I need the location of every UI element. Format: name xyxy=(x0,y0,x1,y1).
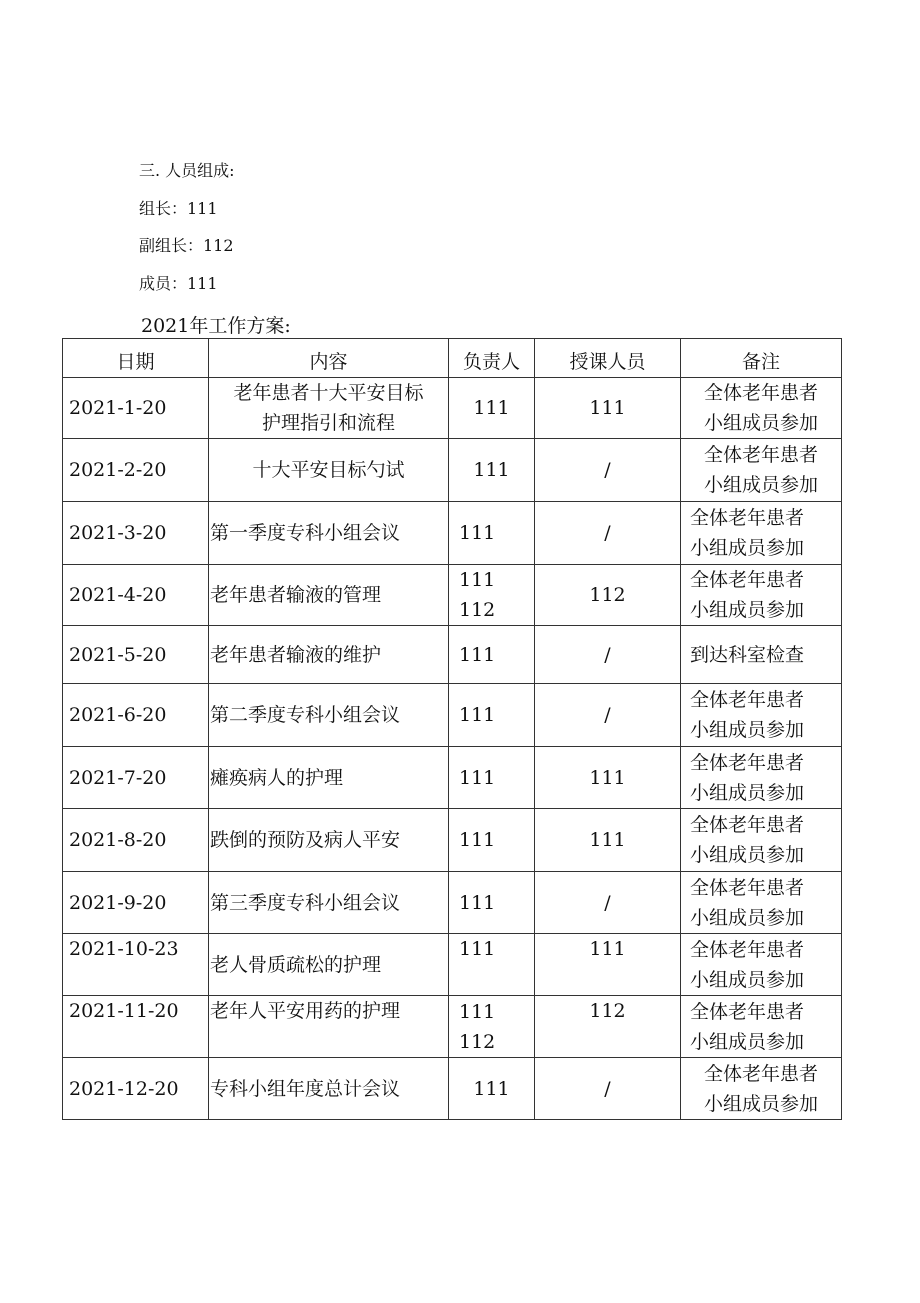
owner-line: 111 xyxy=(459,569,496,591)
cell-date: 2021-7-20 xyxy=(63,747,209,809)
cell-content: 跌倒的预防及病人平安 xyxy=(209,809,449,872)
cell-content: 老年人平安用药的护理 xyxy=(209,996,449,1058)
personnel-heading: 三. 人员组成: xyxy=(139,161,235,180)
cell-date: 2021-6-20 xyxy=(63,684,209,747)
note-line: 小组成员参加 xyxy=(690,781,805,804)
cell-content: 第二季度专科小组会议 xyxy=(209,684,449,747)
header-content: 内容 xyxy=(209,339,449,378)
cell-teacher: / xyxy=(535,1058,681,1120)
note-line: 小组成员参加 xyxy=(690,599,805,621)
cell-note xyxy=(681,378,842,439)
plan-title: 2021年工作方案: xyxy=(141,315,291,337)
cell-date: 2021-2-20 xyxy=(63,439,209,502)
cell-teacher: / xyxy=(535,502,681,565)
cell-date: 2021-9-20 xyxy=(63,872,209,934)
cell-content: 专科小组年度总计会议 xyxy=(209,1058,449,1120)
cell-note xyxy=(681,565,842,626)
note-line: 小组成员参加 xyxy=(690,719,805,741)
cell-note xyxy=(681,502,842,565)
cell-date: 2021-3-20 xyxy=(63,502,209,565)
cell-content: 第三季度专科小组会议 xyxy=(209,872,449,934)
cell-teacher: 111 xyxy=(535,809,681,872)
table-row xyxy=(63,626,842,684)
note-line: 小组成员参加 xyxy=(690,906,805,929)
work-plan-table xyxy=(62,338,842,1120)
note-line: 全体老年患者 xyxy=(690,938,805,961)
note-line: 小组成员参加 xyxy=(703,1092,818,1115)
table-row xyxy=(63,502,842,565)
cell-content: 第一季度专科小组会议 xyxy=(209,502,449,565)
cell-note xyxy=(681,996,842,1058)
cell-content xyxy=(209,378,449,439)
table-row xyxy=(63,378,842,439)
header-owner: 负责人 xyxy=(449,339,535,378)
content-line: 护理指引和流程 xyxy=(261,412,395,434)
cell-note xyxy=(681,809,842,872)
owner-line: 111 xyxy=(459,1000,496,1023)
owner-line: 112 xyxy=(459,1030,496,1053)
note-line: 全体老年患者 xyxy=(690,689,805,711)
note-line: 全体老年患者 xyxy=(690,876,805,899)
cell-note xyxy=(681,684,842,747)
personnel-section xyxy=(139,152,235,302)
cell-content: 老年患者输液的管理 xyxy=(209,565,449,626)
cell-owner: 111 xyxy=(449,872,535,934)
table-row xyxy=(63,684,842,747)
note-line: 小组成员参加 xyxy=(690,844,805,866)
cell-owner: 111 xyxy=(449,626,535,684)
table-row xyxy=(63,439,842,502)
cell-teacher: 112 xyxy=(535,996,681,1058)
cell-teacher: 111 xyxy=(535,747,681,809)
cell-owner xyxy=(449,565,535,626)
note-line: 小组成员参加 xyxy=(690,968,805,991)
content-line: 老年患者十大平安目标 xyxy=(233,382,424,404)
cell-owner: 111 xyxy=(449,684,535,747)
cell-date: 2021-5-20 xyxy=(63,626,209,684)
note-line: 小组成员参加 xyxy=(703,474,818,496)
cell-content: 老人骨质疏松的护理 xyxy=(209,934,449,996)
cell-owner: 111 xyxy=(449,747,535,809)
cell-date: 2021-12-20 xyxy=(63,1058,209,1120)
table-row xyxy=(63,934,842,996)
cell-date: 2021-8-20 xyxy=(63,809,209,872)
header-note: 备注 xyxy=(681,339,842,378)
note-line: 全体老年患者 xyxy=(690,569,805,591)
note-line: 全体老年患者 xyxy=(690,751,805,774)
cell-owner: 111 xyxy=(449,378,535,439)
cell-note xyxy=(681,1058,842,1120)
table-row xyxy=(63,1058,842,1120)
cell-teacher: 111 xyxy=(535,934,681,996)
cell-content: 十大平安目标勺试 xyxy=(209,439,449,502)
cell-date: 2021-4-20 xyxy=(63,565,209,626)
note-line: 小组成员参加 xyxy=(703,412,818,434)
table-row xyxy=(63,565,842,626)
note-line: 小组成员参加 xyxy=(690,1030,805,1053)
cell-teacher: / xyxy=(535,439,681,502)
cell-owner: 111 xyxy=(449,809,535,872)
cell-owner: 111 xyxy=(449,934,535,996)
table-row xyxy=(63,809,842,872)
note-line: 全体老年患者 xyxy=(703,382,818,404)
cell-teacher: 111 xyxy=(535,378,681,439)
cell-owner xyxy=(449,996,535,1058)
note-line: 全体老年患者 xyxy=(690,814,805,836)
header-date: 日期 xyxy=(63,339,209,378)
owner-line: 112 xyxy=(459,599,496,621)
cell-note xyxy=(681,747,842,809)
note-line: 全体老年患者 xyxy=(703,444,818,466)
table-row xyxy=(63,996,842,1058)
leader-line: 组长：111 xyxy=(139,198,218,218)
cell-teacher: / xyxy=(535,872,681,934)
note-line: 全体老年患者 xyxy=(690,507,805,529)
header-teacher: 授课人员 xyxy=(535,339,681,378)
table-header-row xyxy=(63,339,842,378)
cell-teacher: / xyxy=(535,684,681,747)
cell-teacher: / xyxy=(535,626,681,684)
cell-date: 2021-1-20 xyxy=(63,378,209,439)
cell-note xyxy=(681,934,842,996)
cell-teacher: 112 xyxy=(535,565,681,626)
cell-content: 老年患者输液的维护 xyxy=(209,626,449,684)
deputy-line: 副组长：112 xyxy=(139,236,234,255)
note-line: 全体老年患者 xyxy=(703,1062,818,1085)
cell-note: 到达科室检查 xyxy=(681,626,842,684)
cell-date: 2021-11-20 xyxy=(63,996,209,1058)
cell-note xyxy=(681,872,842,934)
cell-owner: 111 xyxy=(449,502,535,565)
cell-content: 瘫痪病人的护理 xyxy=(209,747,449,809)
member-line: 成员：111 xyxy=(139,273,218,293)
cell-owner: 111 xyxy=(449,1058,535,1120)
cell-note xyxy=(681,439,842,502)
note-line: 全体老年患者 xyxy=(690,1000,805,1023)
note-line: 小组成员参加 xyxy=(690,537,805,559)
cell-date: 2021-10-23 xyxy=(63,934,209,996)
table-row xyxy=(63,872,842,934)
table-row xyxy=(63,747,842,809)
cell-owner: 111 xyxy=(449,439,535,502)
